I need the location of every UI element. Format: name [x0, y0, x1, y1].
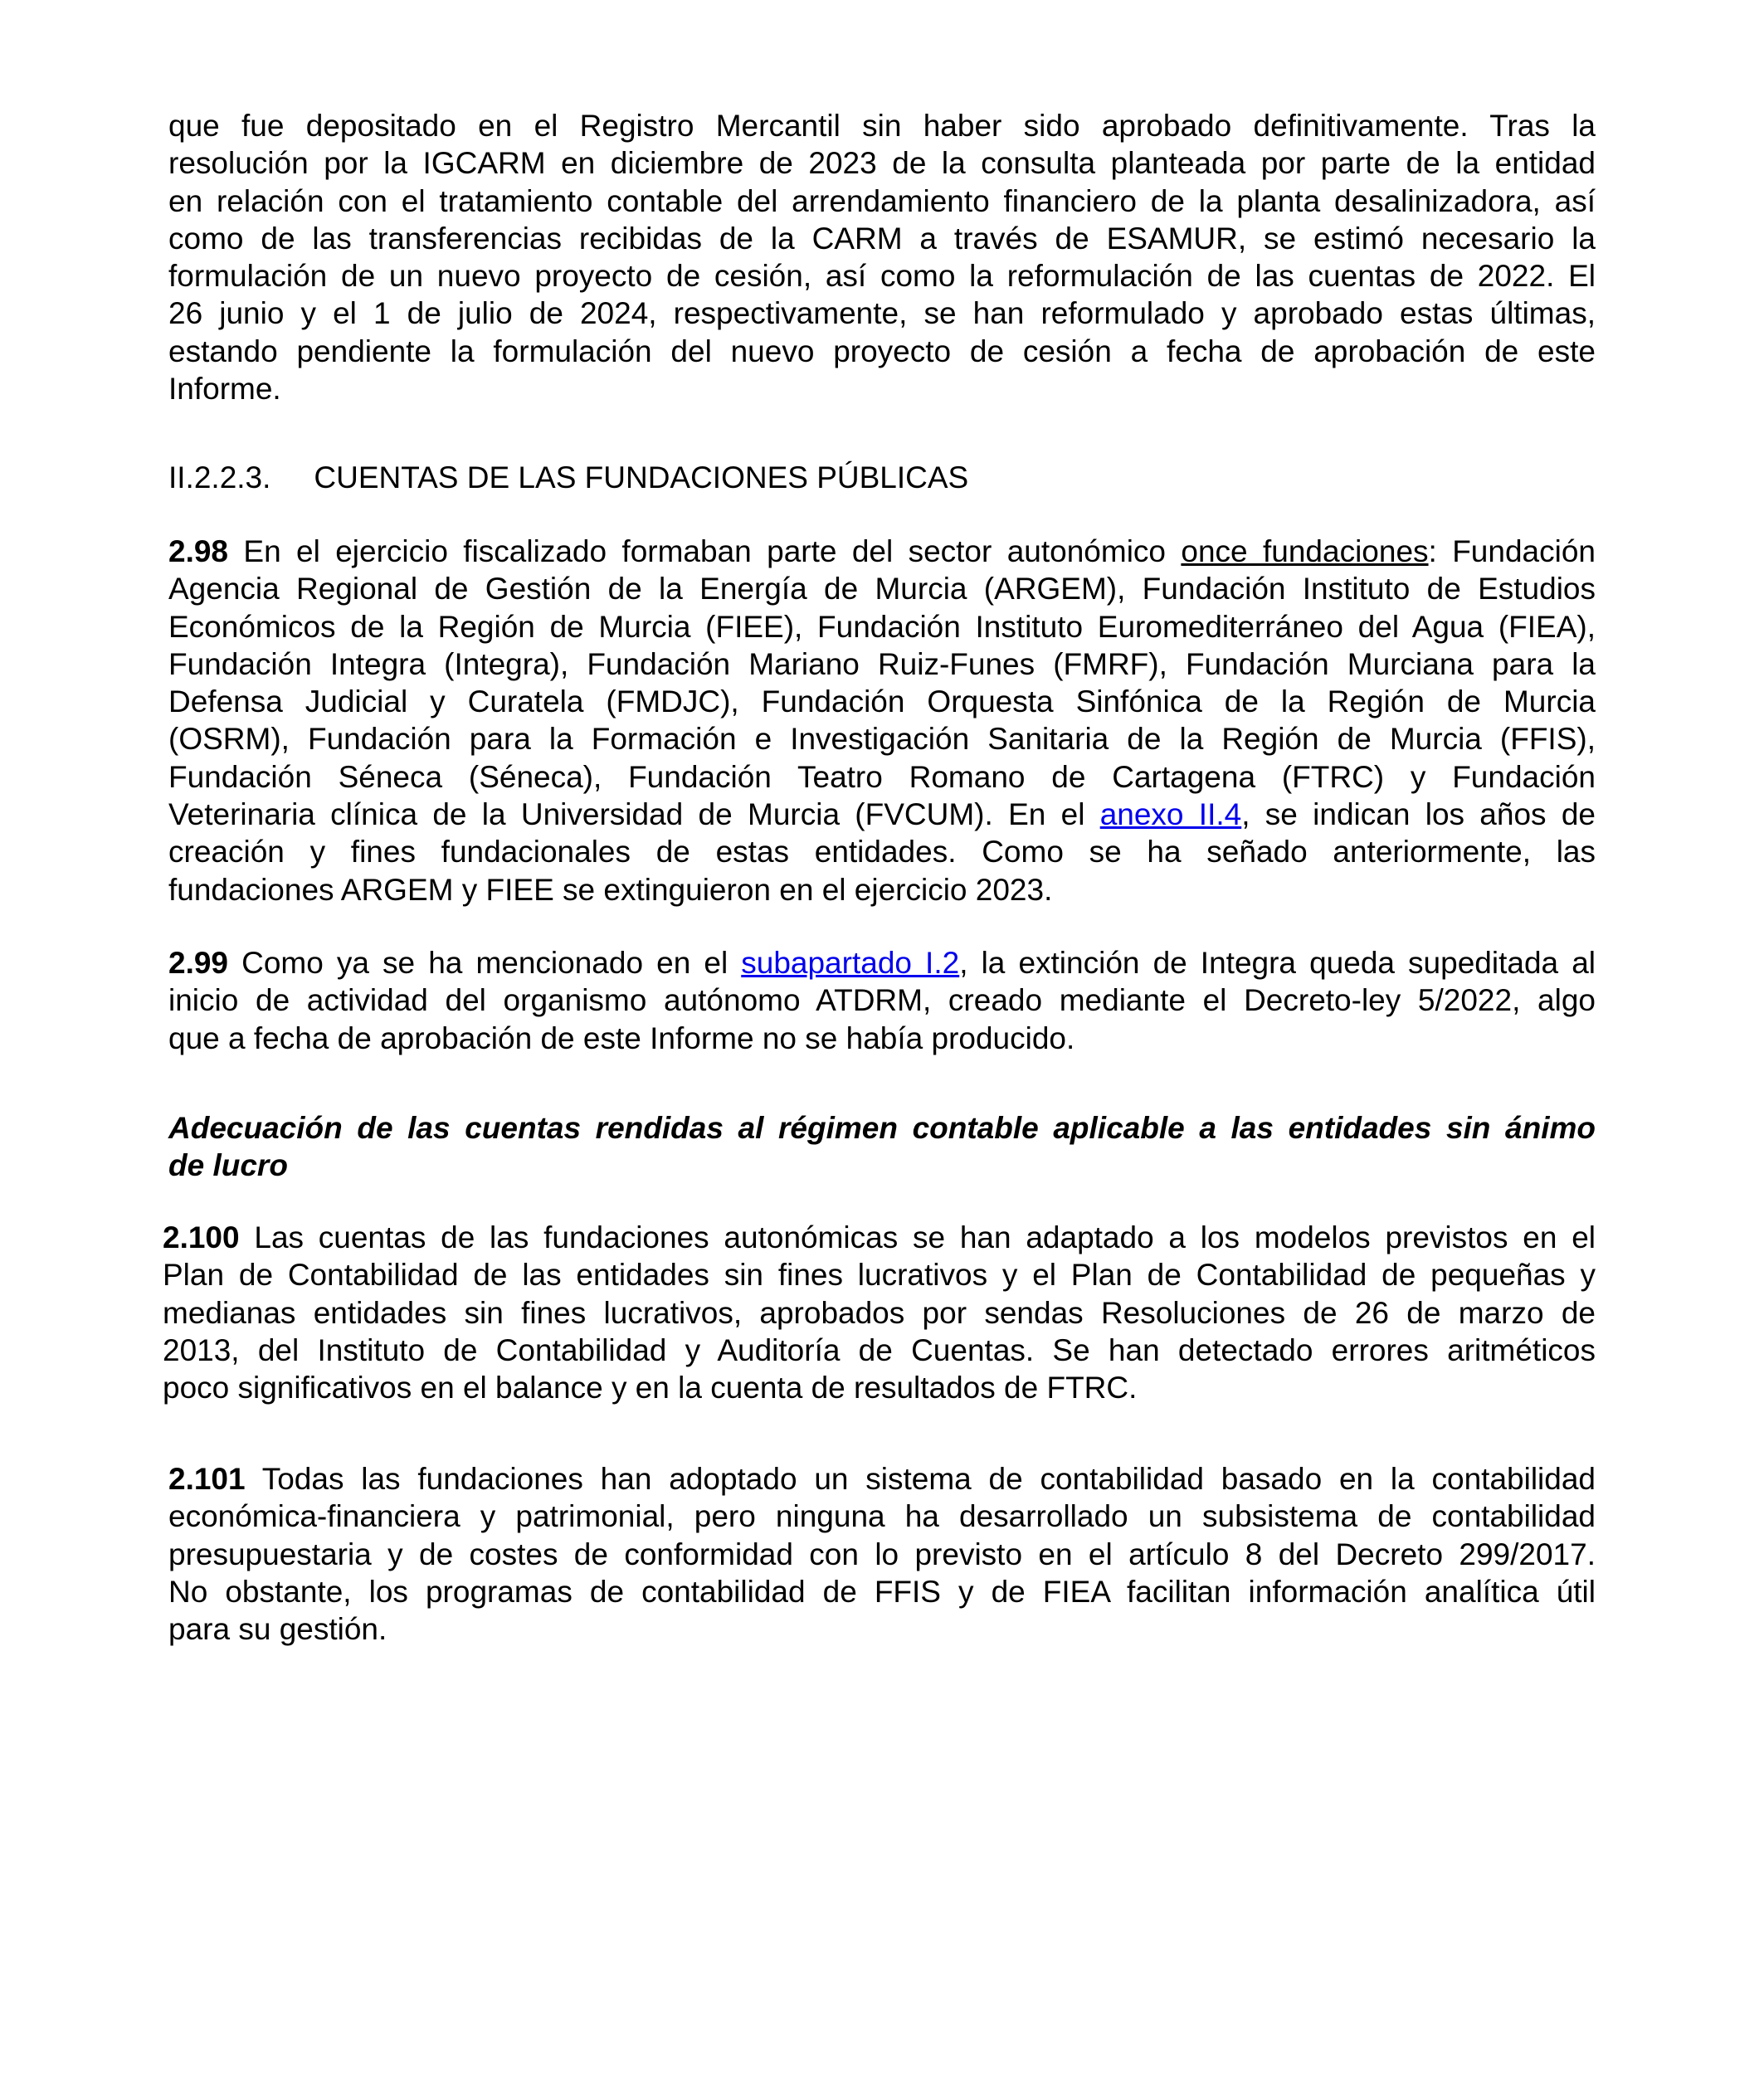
text-line: 2013, del Instituto de Contabilidad y Auditoría de Cuentas. Se han detectado errores aritméticos [163, 1332, 1596, 1367]
text: : Fundación [1428, 534, 1596, 568]
text-line: para su gestión. [168, 1612, 387, 1647]
paragraph-2-100 [163, 1219, 1596, 1406]
text-line: medianas entidades sin fines lucrativos, aprobados por sendas Resoluciones de 26 de marzo de [163, 1295, 1596, 1330]
text-line: Fundación Integra (Integra), Fundación Mariano Ruiz-Funes (FMRF), Fundación Murciana para la [168, 646, 1596, 681]
text: En el ejercicio fiscalizado formaban parte del sector autonómico [228, 534, 1182, 568]
paragraph-number: 2.101 [168, 1462, 246, 1496]
paragraph-2-98 [168, 533, 1596, 908]
paragraph-number: 2.98 [168, 534, 229, 568]
text-line: que fue depositado en el Registro Mercantil sin haber sido aprobado definitivamente. Tras la [168, 109, 1596, 143]
text-line: estando pendiente la formulación del nuevo proyecto de cesión a fecha de aprobación de este [168, 334, 1596, 368]
section-heading [168, 459, 1596, 496]
text-line: Fundación Séneca (Séneca), Fundación Teatro Romano de Cartagena (FTRC) y Fundación [168, 759, 1596, 794]
text-line: No obstante, los programas de contabilidad de FFIS y de FIEA facilitan información analítica útil [168, 1574, 1596, 1609]
text-line: Plan de Contabilidad de las entidades sin fines lucrativos y el Plan de Contabilidad de pequeñas y [163, 1258, 1596, 1293]
section-number: II.2.2.3. [168, 460, 271, 494]
text-line: poco significativos en el balance y en la cuenta de resultados de FTRC. [163, 1371, 1138, 1405]
paragraph-continuation [168, 107, 1596, 407]
annex-link[interactable]: anexo II.4 [1099, 797, 1242, 832]
text-line: creación y fines fundacionales de estas entidades. Como se ha señado anteriormente, las [168, 835, 1596, 869]
text-line: Agencia Regional de Gestión de la Energía de Murcia (ARGEM), Fundación Instituto de Estudios [168, 572, 1596, 606]
text: Todas las fundaciones han adoptado un sistema de contabilidad basado en la contabilidad [245, 1462, 1596, 1496]
text-line: Adecuación de las cuentas rendidas al régimen contable aplicable a las entidades sin ánimo [168, 1111, 1596, 1145]
paragraph-number: 2.100 [163, 1220, 240, 1254]
text: Como ya se ha mencionado en el [228, 946, 742, 980]
subsection-heading [168, 1109, 1596, 1185]
underlined-text: once fundaciones [1181, 534, 1429, 568]
text-line: Informe. [168, 372, 281, 407]
paragraph-2-101 [168, 1460, 1596, 1648]
text: Veterinaria clínica de la Universidad de Murcia (FVCUM). En el [168, 797, 1100, 832]
text-line: de lucro [168, 1148, 288, 1183]
text: Las cuentas de las fundaciones autonómicas se han adaptado a los modelos previstos en el [239, 1220, 1596, 1254]
text-line: económica-financiera y patrimonial, pero ninguna ha desarrollado un subsistema de contabilidad [168, 1499, 1596, 1534]
text-line: que a fecha de aprobación de este Informe no se había producido. [168, 1020, 1075, 1055]
text-line: formulación de un nuevo proyecto de cesión, así como la reformulación de las cuentas de 2022. El [168, 259, 1596, 294]
text-line: fundaciones ARGEM y FIEE se extinguieron en el ejercicio 2023. [168, 872, 1053, 907]
text-line: presupuestaria y de costes de conformidad con lo previsto en el artículo 8 del Decreto 299/2017. [168, 1537, 1596, 1571]
text-line: como de las transferencias recibidas de la CARM a través de ESAMUR, se estimó necesario la [168, 221, 1596, 256]
text-line: Económicos de la Región de Murcia (FIEE), Fundación Instituto Euromediterráneo del Agua (FIEA), [168, 609, 1596, 644]
text-line: resolución por la IGCARM en diciembre de 2023 de la consulta planteada por parte de la entidad [168, 146, 1596, 181]
subapartado-link[interactable]: subapartado I.2 [741, 946, 960, 980]
text-line: Defensa Judicial y Curatela (FMDJC), Fundación Orquesta Sinfónica de la Región de Murcia [168, 684, 1596, 719]
text-line: inicio de actividad del organismo autónomo ATDRM, creado mediante el Decreto-ley 5/2022, algo [168, 983, 1596, 1018]
paragraph-2-99 [168, 944, 1596, 1057]
text: , la extinción de Integra queda supeditada al [959, 946, 1596, 980]
text-line: (OSRM), Fundación para la Formación e Investigación Sanitaria de la Región de Murcia (FFIS), [168, 722, 1596, 757]
text-line: en relación con el tratamiento contable del arrendamiento financiero de la planta desalinizadora, así [168, 183, 1596, 218]
section-title: CUENTAS DE LAS FUNDACIONES PÚBLICAS [314, 460, 969, 494]
text: , se indican los años de [1241, 797, 1596, 832]
text-line: 26 junio y el 1 de julio de 2024, respectivamente, se han reformulado y aprobado estas últimas, [168, 296, 1596, 331]
paragraph-number: 2.99 [168, 946, 229, 980]
